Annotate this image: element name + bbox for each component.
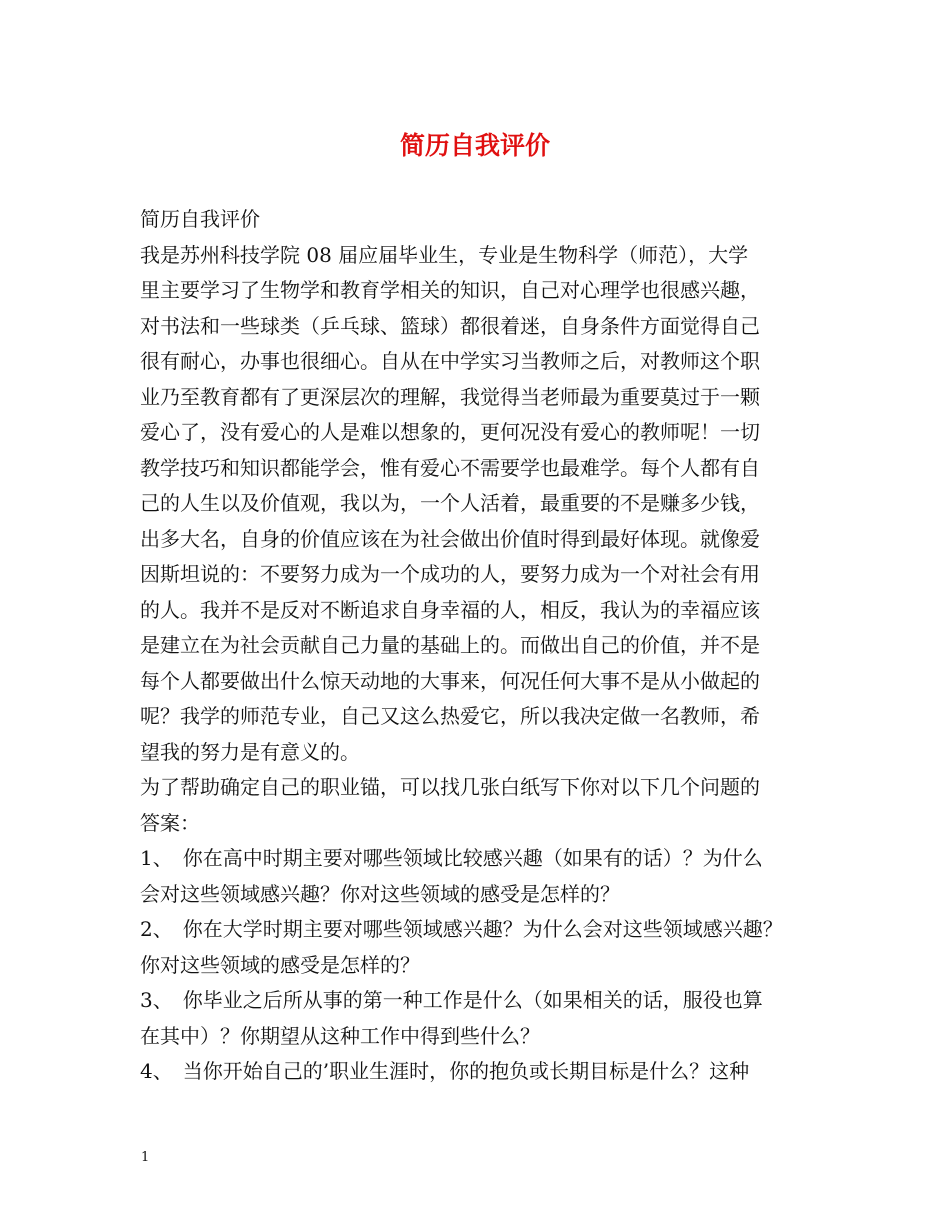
- body-line: 很有耐心，办事也很细心。自从在中学实习当教师之后，对教师这个职: [140, 349, 760, 373]
- body-line: 的人。我并不是反对不断追求自身幸福的人，相反，我认为的幸福应该: [140, 597, 760, 622]
- body-line: 里主要学习了生物学和教育学相关的知识，自己对心理学也很感兴趣，: [140, 278, 760, 302]
- body-line: 对书法和一些球类（乒乓球、篮球）都很着迷，自身条件方面觉得自己: [140, 313, 760, 338]
- body-line: 是建立在为社会贡献自己力量的基础上的。而做出自己的价值，并不是: [140, 633, 760, 657]
- body-line: 因斯坦说的：不要努力成为一个成功的人，要努力成为一个对社会有用: [140, 562, 760, 586]
- body-line: 2、 你在大学时期主要对哪些领域感兴趣？为什么会对这些领域感兴趣？: [140, 917, 783, 941]
- body-line: 我是苏州科技学院 08 届应届毕业生，专业是生物科学（师范），大学: [140, 242, 749, 267]
- body-line: 爱心了，没有爱心的人是难以想象的，更何况没有爱心的教师呢！一切: [140, 420, 760, 444]
- body-line: 教学技巧和知识都能学会，惟有爱心不需要学也最难学。每个人都有自: [140, 455, 760, 480]
- body-line: 望我的努力是有意义的。: [140, 739, 360, 764]
- body-line: 在其中）？你期望从这种工作中得到些什么？: [140, 1023, 540, 1048]
- body-line: 业乃至教育都有了更深层次的理解，我觉得当老师最为重要莫过于一颗: [140, 384, 760, 409]
- page-number: 1: [141, 1150, 150, 1165]
- document-body: [140, 202, 820, 1090]
- body-line: 为了帮助确定自己的职业锚，可以找几张白纸写下你对以下几个问题的: [140, 775, 760, 799]
- body-line: 4、 当你开始自己的’职业生涯时，你的抱负或长期目标是什么？这种: [140, 1059, 750, 1083]
- body-line: 己的人生以及价值观，我以为，一个人活着，最重要的不是赚多少钱，: [140, 491, 760, 515]
- body-line: 你对这些领域的感受是怎样的？: [140, 952, 420, 977]
- body-line: 简历自我评价: [140, 207, 260, 231]
- page-title: 简历自我评价: [399, 131, 550, 160]
- body-line: 呢？我学的师范专业，自己又这么热爱它，所以我决定做一名教师，希: [140, 704, 760, 728]
- body-line: 会对这些领域感兴趣？你对这些领域的感受是怎样的？: [140, 881, 620, 906]
- body-line: 答案：: [140, 810, 200, 835]
- body-line: 出多大名，自身的价值应该在为社会做出价值时得到最好体现。就像爱: [140, 526, 760, 551]
- body-line: 每个人都要做出什么惊天动地的大事来，何况任何大事不是从小做起的: [140, 668, 760, 693]
- body-line: 1、 你在高中时期主要对哪些领域比较感兴趣（如果有的话）？为什么: [140, 846, 763, 870]
- body-line: 3、 你毕业之后所从事的第一种工作是什么（如果相关的话，服役也算: [140, 988, 763, 1012]
